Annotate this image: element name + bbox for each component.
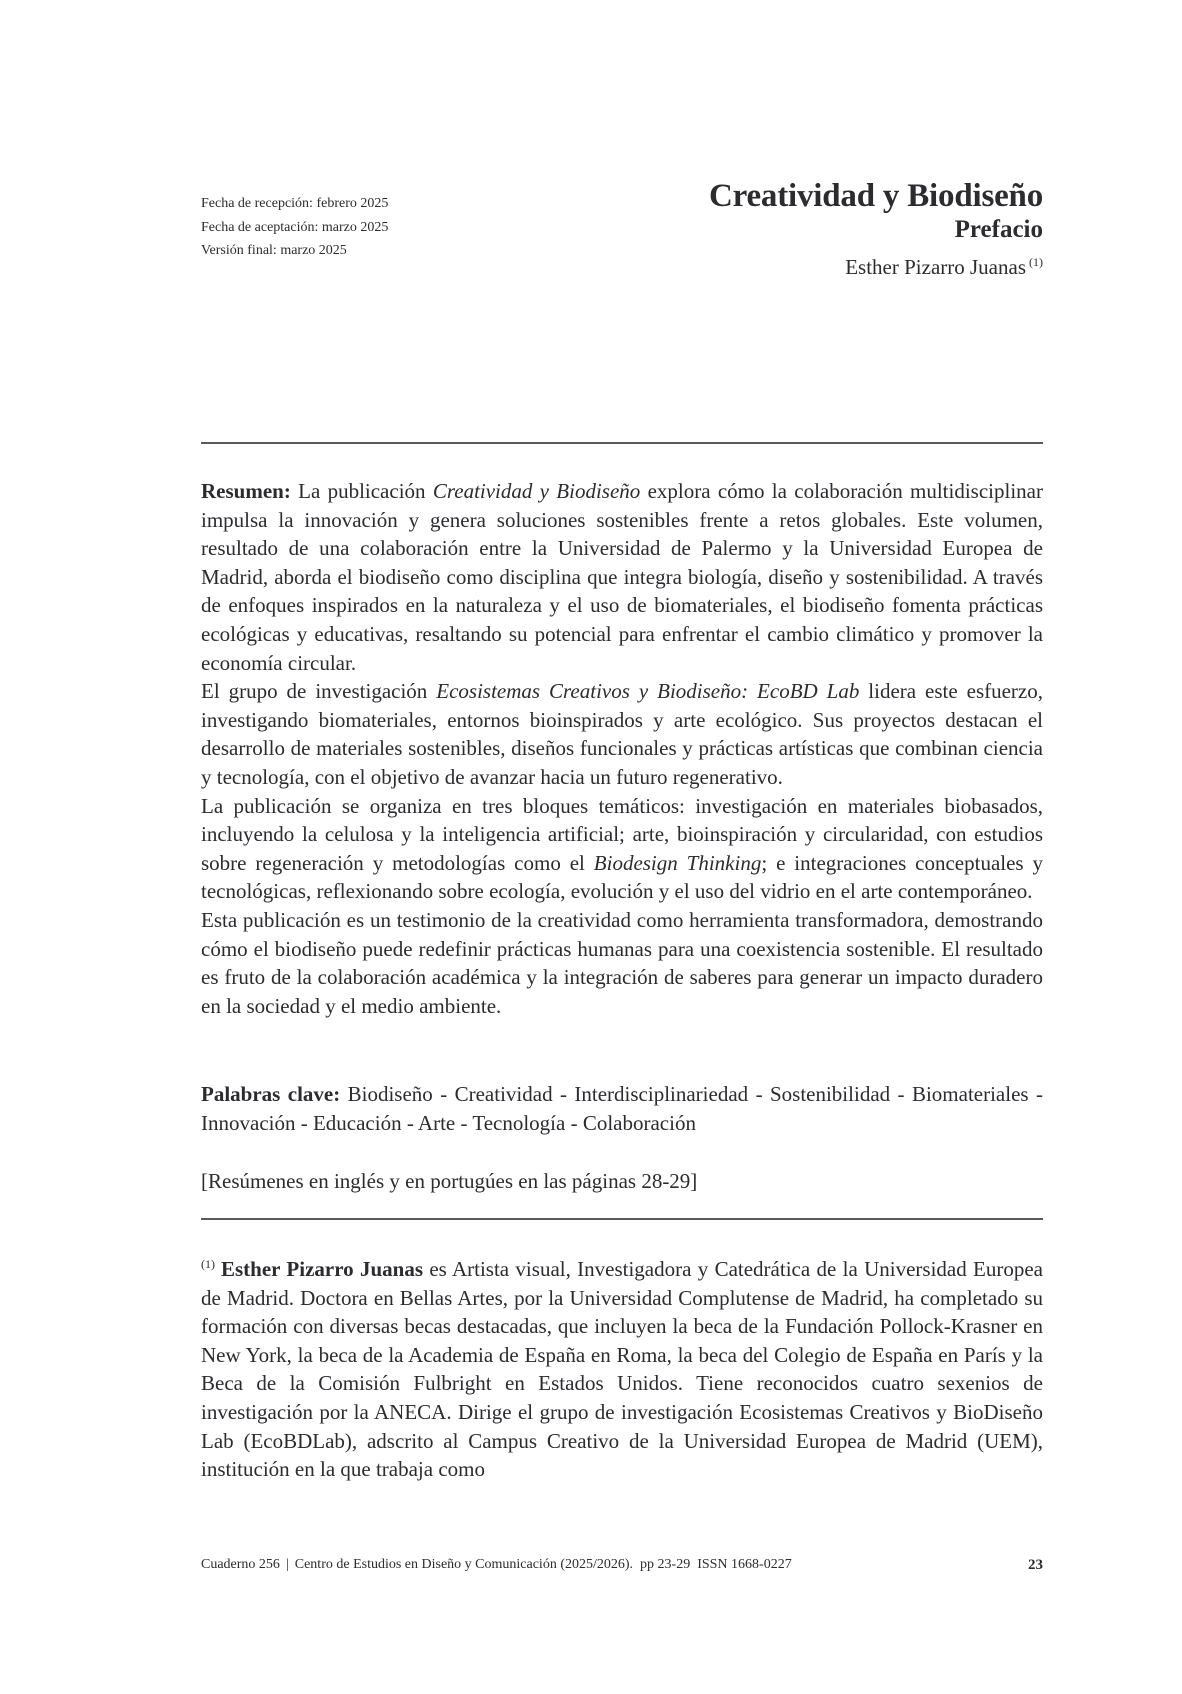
abstract-label: Resumen: <box>201 479 291 503</box>
footnote-ref-marker: (1) <box>201 1257 215 1271</box>
abstract-text: El grupo de investigación <box>201 679 437 704</box>
author-line <box>709 246 1043 283</box>
author-footnote <box>201 1250 1043 1484</box>
page-number: 23 <box>1028 1557 1043 1573</box>
accepted-date: Fecha de aceptación: marzo 2025 <box>201 219 389 235</box>
footer-separator: | <box>285 1557 289 1572</box>
abstract-paragraph-1 <box>201 477 1043 677</box>
top-divider <box>201 442 1043 444</box>
title-block <box>709 178 1043 283</box>
final-version-date: Versión final: marzo 2025 <box>201 243 347 258</box>
received-date: Fecha de recepción: febrero 2025 <box>201 196 389 211</box>
abstract-paragraph-3 <box>201 792 1043 906</box>
footnote-bio: es Artista visual, Investigadora y Catedrática de la Universidad Europea de Madrid. Doctora en Bellas Artes, por la Universidad Complutense de Madrid, ha completado su formación con diversas becas destacadas, que incluyen la beca de la Fundación Pollock-Krasner en New York, la beca de la Academia de España en Roma, la beca del Colegio de España en París y la Beca de la Comisión Fulbright en Estados Unidos. Tiene reconocidos cuatro sexenios de investigación por la ANECA. Dirige el grupo de investigación Ecosistemas Creativos y BioDiseño Lab (EcoBDLab), adscrito al Campus Creativo de la Universidad Europea de Madrid (UEM), institución en la que trabaja como <box>201 1257 1043 1482</box>
abstract-paragraph-2 <box>201 677 1043 791</box>
footnote-author-name: Esther Pizarro Juanas <box>221 1257 424 1281</box>
research-group-italic: Ecosistemas Creativos y Biodiseño: EcoBD Lab <box>436 679 860 704</box>
publication-title-italic: Creatividad y Biodiseño <box>432 479 641 503</box>
abstract-paragraph-4: Esta publicación es un testimonio de la creatividad como herramienta transformadora, demostrando cómo el biodiseño puede redefinir prácticas humanas para una coexistencia sostenible. El resultado es fruto de la colaboración académica y la integración de saberes para generar un impacto duradero en la sociedad y el medio ambiente. <box>201 907 1043 1018</box>
article-subtitle: Prefacio <box>954 216 1043 243</box>
article-dates <box>201 192 388 263</box>
summaries-note: [Resúmenes en inglés y en portugúes en las páginas 28-29] <box>201 1169 698 1193</box>
abstract-text: La publicación se organiza en tres bloques temáticos: investigación en materiales biobasados, incluyendo la celulosa y la inteligencia artificial; arte, bioinspiración y circularidad, con estudios sobre regeneración y metodologías como el <box>201 793 1043 875</box>
author-footnote-ref[interactable]: (1) <box>1029 255 1043 269</box>
abstract-text: La publicación <box>290 479 433 503</box>
abstract <box>201 477 1043 1020</box>
abstract-text: explora cómo la colaboración multidisciplinar impulsa la innovación y genera soluciones sostenibles frente a retos globales. Este volumen, resultado de una colaboración entre la Universidad de Palermo y la Universidad Europea de Madrid, aborda el biodiseño como disciplina que integra biología, diseño y sostenibilidad. A través de enfoques inspirados en la naturaleza y el uso de biomateriales, el biodiseño fomenta prácticas ecológicas y educativas, resaltando su potencial para enfrentar el cambio climático y promover la economía circular. <box>201 479 1043 675</box>
article-title: Creatividad y Biodiseño <box>708 178 1043 214</box>
footnote-divider <box>201 1218 1043 1220</box>
citation-text: Centro de Estudios en Diseño y Comunicación (2025/2026). pp 23-29 ISSN 1668-0227 <box>294 1557 792 1572</box>
author-name: Esther Pizarro Juanas <box>845 255 1026 279</box>
keywords <box>201 1080 1043 1137</box>
keywords-list: Biodiseño - Creatividad - Interdisciplinariedad - Sostenibilidad - Biomateriales - Innovación - Educación - Arte - Tecnología - Colaboración <box>201 1082 1043 1135</box>
footer-citation <box>201 1555 792 1575</box>
abstract-text: ; e integraciones conceptuales y tecnológicas, reflexionando sobre ecología, evolución y el uso del vidrio en el arte contemporáneo. <box>201 850 1043 904</box>
abstract-text: lidera este esfuerzo, investigando biomateriales, entornos bioinspirados y arte ecológico. Sus proyectos destacan el desarrollo de materiales sostenibles, diseños funcionales y prácticas artísticas que combinan ciencia y tecnología, con el objetivo de avanzar hacia un futuro regenerativo. <box>201 679 1043 789</box>
journal-issue: Cuaderno 256 <box>201 1557 280 1572</box>
footnote-paragraph <box>201 1250 1043 1484</box>
methodology-italic: Biodesign Thinking <box>593 850 762 875</box>
keywords-label: Palabras clave: <box>201 1082 341 1106</box>
